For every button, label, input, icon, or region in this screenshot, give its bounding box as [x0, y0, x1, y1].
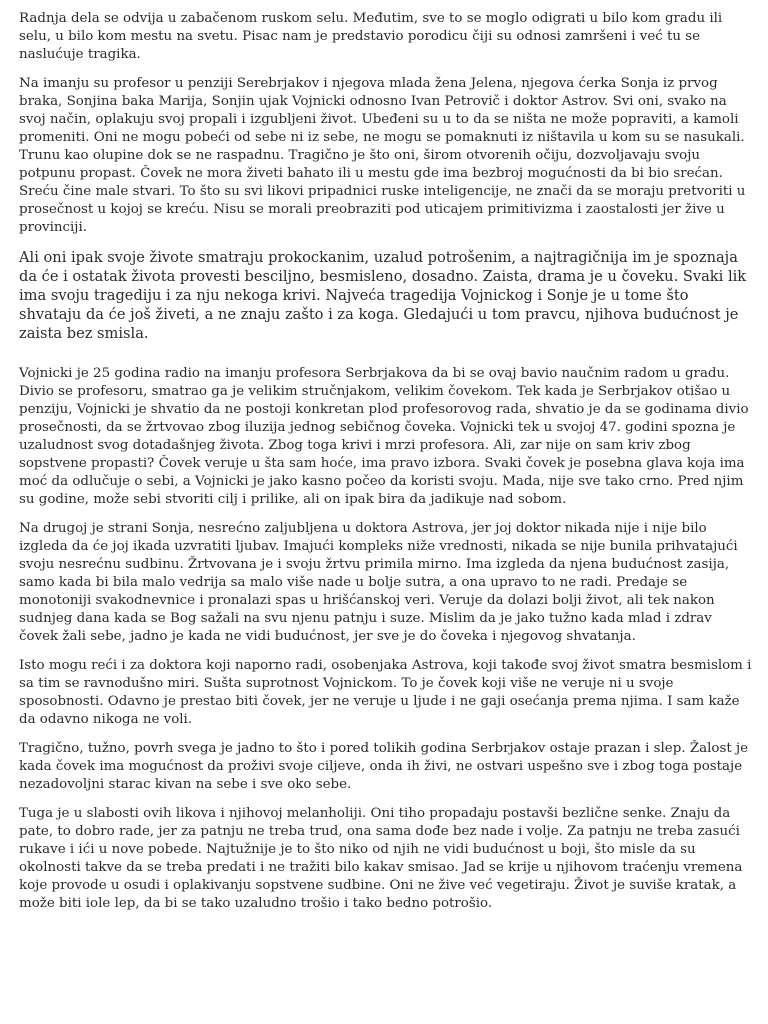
paragraph-6: Isto mogu reći i za doktora koji naporno radi, osobenjaka Astrova, koji takođe svoj život smatra besmislom i sa tim se ravnodušno miri. Sušta suprotnost Vojnickom. To je čovek koji više ne veruje ni u svoje sposobnosti. Odavno je prestao biti čovek, jer ne veruje u ljude i ne gaji osećanja prema njima. I sam kaže da odavno nikoga ne voli.: [19, 658, 752, 727]
paragraph-4: Vojnicki je 25 godina radio na imanju profesora Serbrjakova da bi se ovaj bavio naučnim radom u gradu. Divio se profesoru, smatrao ga je velikim stručnjakom, velikim čovekom. Tek kada je Serbrjakov otišao u penziju, Vojnicki je shvatio da ne postoji konkretan plod profesorovog rada, shvatio je da se godinama divio prosečnosti, da se žrtvovao zbog iluzija jednog sebičnog čoveka. Vojnicki tek u svojoj 47. godini spozna je uzaludnost svog dotadašnjeg života. Zbog toga krivi i mrzi profesora. Ali, zar nije on sam kriv zbog sopstvene propasti? Čovek veruje u šta sam hoće, ima pravo izbora. Svaki čovek je posebna glava koja ima moć da odlučuje o sebi, a Vojnicki je jako kasno počeo da koristi svoju. Mada, nije sve tako crno. Pred njim su godine, može sebi stvoriti cilj i prilike, ali on ipak bira da jadikuje nad sobom.: [19, 366, 749, 507]
paragraph-8: Tuga je u slabosti ovih likova i njihovoj melanholiji. Oni tiho propadaju postavši bezlične senke. Znaju da pate, to dobro rade, jer za patnju ne treba trud, ona sama dođe bez nade i volje. Za patnju ne treba zasući rukave i ići u nove pobede. Najtužnije je to što niko od njih ne vidi budućnost u boji, što misle da su okolnosti takve da se treba predati i ne tražiti bilo kakav smisao. Jad se krije u njihovom traćenju vremena koje provode u osudi i oplakivanju sopstvene sudbine. Oni ne žive već vegetiraju. Život je suviše kratak, a može biti iole lep, da bi se tako uzaludno trošio i tako bedno potrošio.: [19, 806, 743, 911]
paragraph-1: Radnja dela se odvija u zabačenom ruskom selu. Međutim, sve to se moglo odigrati u bilo kom gradu ili selu, u bilo kom mestu na svetu. Pisac nam je predstavio porodicu čiji su odnosi zamršeni i već tu se naslućuje tragika.: [19, 11, 723, 62]
paragraph-7: Tragično, tužno, povrh svega je jadno to što i pored tolikih godina Serbrjakov ostaje prazan i slep. Žalost je kada čovek ima mogućnost da proživi svoje ciljeve, onda ih živi, ne ostvari uspešno sve i zbog toga postaje nezadovoljni starac kivan na sebe i sve oko sebe.: [19, 741, 749, 792]
paragraph-5: Na drugoj je strani Sonja, nesrećno zaljubljena u doktora Astrova, jer joj doktor nikada nije i nije bilo izgleda da će joj ikada uzvratiti ljubav. Imajući kompleks niže vrednosti, nikada se nije bunila prihvatajući svoju nesrećnu sudbinu. Žrtvovana je i svoju žrtvu primila mirno. Ima izgleda da njena budućnost zasija, samo kada bi bila malo vedrija sa malo više nade u bolje sutra, a ona upravo to ne radi. Predaje se monotoniji svakodnevnice i pronalazi spas u hrišćanskoj veri. Veruje da dolazi bolji život, ali tek nakon sudnjeg dana kada se Bog sažali na svu njenu patnju i suze. Mislim da je jako tužno kada mlad i zdrav čovek žali sebe, jadno je kada ne vidi budućnost, jer sve je do čoveka i njegovog shvatanja.: [19, 521, 738, 644]
paragraph-2: Na imanju su profesor u penziji Serebrjakov i njegova mlada žena Jelena, njegova ćerka Sonja iz prvog braka, Sonjina baka Marija, Sonjin ujak Vojnicki odnosno Ivan Petrovič i doktor Astrov. Svi oni, svako na svoj način, oplakuju svoj propali i izgubljeni život. Ubeđeni su u to da se ništa ne može popraviti, a kamoli promeniti. Oni ne mogu pobeći od sebe ni iz sebe, ne mogu se pomaknuti iz ništavila u kom su se nasukali. Trunu kao olupine dok se ne raspadnu. Tragično je što oni, širom otvorenih očiju, dozvoljavaju svoju potpunu propast. Čovek ne mora živeti bahato ili u mestu gde ima bezbroj mogućnosti da bi bio srećan. Sreću čine male stvari. To što su svi likovi pripadnici ruske inteligencije, ne znači da se moraju pretvoriti u prosečnost u kojoj se kreću. Nisu se morali preobraziti pod uticajem primitivizma i zaostalosti jer žive u provinciji.: [19, 76, 746, 235]
paragraph-3: Ali oni ipak svoje živote smatraju prokockanim, uzalud potrošenim, a najtragičnija im je spoznaja da će i ostatak života provesti besciljno, besmisleno, dosadno. Zaista, drama je u čoveku. Svaki lik ima svoju tragediju i za nju nekoga krivi. Najveća tragedija Vojnickog i Sonje je u tome što shvataju da će još živeti, a ne znaju zašto i za koga. Gledajući u tom pravcu, njihova budućnost je zaista bez smisla.: [19, 249, 747, 342]
document-body: [19, 10, 753, 924]
